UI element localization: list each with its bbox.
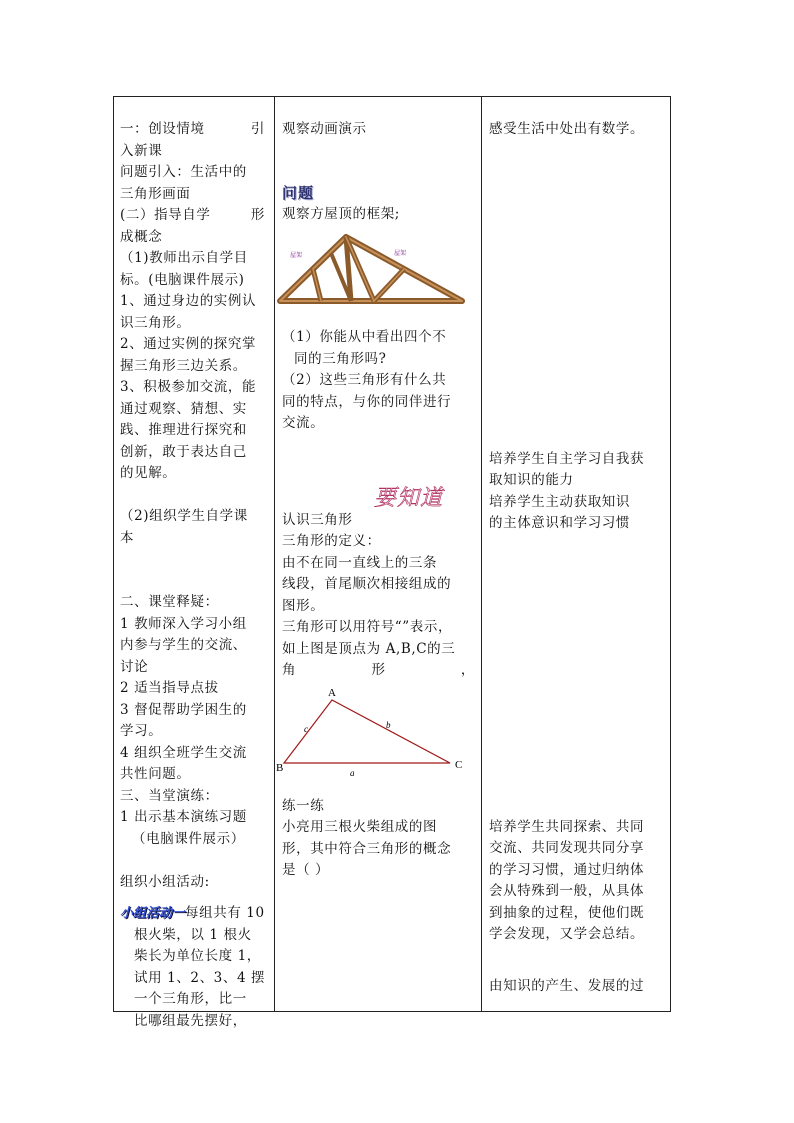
vertex-c-label: C <box>455 758 463 771</box>
text-line: 取知识的能力 <box>489 472 574 488</box>
text-line: 三角形的定义： <box>282 533 381 549</box>
group-activity-wordart: 小组活动一 <box>120 906 186 921</box>
text-line: 内参与学生的交流、 <box>120 637 247 653</box>
text-line: 三角形画面 <box>120 185 191 202</box>
text-line: (二）指导自学 <box>120 207 211 223</box>
text-line: 的主体意识和学习习惯 <box>489 515 630 531</box>
design-intent-column <box>481 97 672 1011</box>
text-line: 通过观察、猜想、实 <box>120 400 247 417</box>
text-line <box>120 205 271 227</box>
text-line: 由知识的产生、发展的过 <box>489 977 645 994</box>
side-b-label: b <box>386 719 391 730</box>
text-line: 会从特殊到一般，从具体 <box>489 883 645 899</box>
text-line: 4 组织全班学生交流 <box>120 744 247 761</box>
text-line: 学会发现，又学会总结。 <box>489 926 645 942</box>
text-line: 一：创设情境 <box>120 121 205 137</box>
text-line: 观察方屋顶的框架; <box>282 205 400 222</box>
vertex-b-label: B <box>276 761 284 774</box>
text-line: 学习。 <box>120 723 163 739</box>
text-line: 培养学生自主学习自我获 <box>489 450 645 467</box>
text-line: 试用 1、2、3、4 摆 <box>134 969 266 986</box>
text-line: 感受生活中处出有数学。 <box>489 121 645 137</box>
text-line: （1）你能从中看出四个不 <box>282 329 447 345</box>
text-line <box>282 660 477 682</box>
text-line: 培养学生主动获取知识 <box>489 493 630 510</box>
roof-truss-figure <box>276 229 466 319</box>
text-line: 图形。 <box>282 597 325 614</box>
text-line: 到抽象的过程，使他们既 <box>489 904 645 921</box>
text-line: 根火柴，以 1 根火 <box>134 926 252 943</box>
text-line: 问题引入：生活中的 <box>120 164 247 180</box>
text-line: 践、推理进行探究和 <box>120 422 247 438</box>
text-line: 比哪组最先摆好， <box>134 1012 247 1029</box>
side-a-label: a <box>350 767 355 778</box>
side-c-label: c <box>304 723 308 734</box>
lesson-table <box>113 96 671 1029</box>
text-line: 同的特点，与你的同伴进行 <box>282 393 452 410</box>
text-line: 共性问题。 <box>120 766 191 782</box>
text-line: ， <box>460 662 475 678</box>
text-line: 3、积极参加交流，能 <box>120 379 257 395</box>
roof-label-left: 屋架 <box>290 252 303 259</box>
text-line: （电脑课件展示） <box>132 830 245 847</box>
text-line: 二、课堂释疑： <box>120 594 219 610</box>
text-line: 线段，首尾顺次相接组成的 <box>282 576 452 592</box>
text-line: 培养学生共同探索、共同 <box>489 818 645 835</box>
text-line: 交流。 <box>282 415 325 431</box>
text-line: 1 出示基本演练习题 <box>120 809 247 825</box>
text-line <box>120 119 271 141</box>
text-line: 1、通过身边的实例认 <box>120 293 257 309</box>
text-line: 观察动画演示 <box>282 121 367 137</box>
text-line: 同的三角形吗? <box>294 350 387 367</box>
roof-truss-frame <box>280 237 462 301</box>
text-line: 本 <box>120 529 135 546</box>
question-wordart: 问题 <box>282 183 315 202</box>
text-line: 练一练 <box>282 797 325 814</box>
student-activity-column <box>274 97 481 1011</box>
text-line: 小亮用三根火柴组成的图 <box>282 819 438 835</box>
text-line: 讨论 <box>120 658 149 675</box>
text-line: 形，其中符合三角形的概念 <box>282 840 452 857</box>
text-line: 柴长为单位长度 1， <box>134 948 261 964</box>
text-line: 每组共有 10 <box>185 905 265 921</box>
text-line: 识三角形。 <box>120 314 191 331</box>
text-line: 交流、共同发现共同分享 <box>489 840 645 856</box>
text-line: 一个三角形，比一 <box>134 991 247 1007</box>
text-line: 创新，敢于表达自己 <box>120 443 247 460</box>
text-line: 标。(电脑课件展示) <box>120 271 245 288</box>
text-line: 是（ ） <box>282 862 330 878</box>
roof-label-right: 屋架 <box>394 250 407 257</box>
text-line: 认识三角形 <box>282 511 353 528</box>
triangle-shape <box>284 700 450 763</box>
text-line: 由不在同一直线上的三条 <box>282 554 438 571</box>
text-line: 的学习习惯，通过归纳体 <box>489 861 645 878</box>
text-line: 成概念 <box>120 228 163 245</box>
text-line: 握三角形三边关系。 <box>120 357 247 374</box>
text-line: （2）这些三角形有什么共 <box>282 372 447 388</box>
text-line: 组织小组活动: <box>120 873 210 890</box>
vertex-a-label: A <box>328 686 336 699</box>
text-line: 引 <box>250 121 265 137</box>
text-line <box>120 903 271 925</box>
text-line: 2、通过实例的探究掌 <box>120 336 257 352</box>
text-line: （1)教师出示自学目 <box>120 250 248 266</box>
text-line: 三、当堂演练： <box>120 787 219 804</box>
text-line: 形 <box>250 207 265 223</box>
text-line: 2 适当指导点拔 <box>120 680 219 696</box>
text-line: 1 教师深入学习小组 <box>120 615 247 632</box>
must-know-wordart: 要知道 <box>374 485 444 511</box>
text-line: 的见解。 <box>120 465 177 481</box>
text-line: 如上图是顶点为 A,B,C的三 <box>282 640 456 657</box>
text-line: 形 <box>371 662 386 678</box>
text-line <box>282 485 477 532</box>
text-line: 三角形可以用符号“”表示， <box>282 619 453 635</box>
text-line: （2)组织学生自学课 <box>120 508 248 524</box>
text-line: 角 <box>282 662 297 678</box>
teacher-activity-column <box>114 97 274 1029</box>
triangle-abc-figure <box>274 686 469 778</box>
text-line: 3 督促帮助学困生的 <box>120 701 247 718</box>
text-line: 入新课 <box>120 142 163 159</box>
